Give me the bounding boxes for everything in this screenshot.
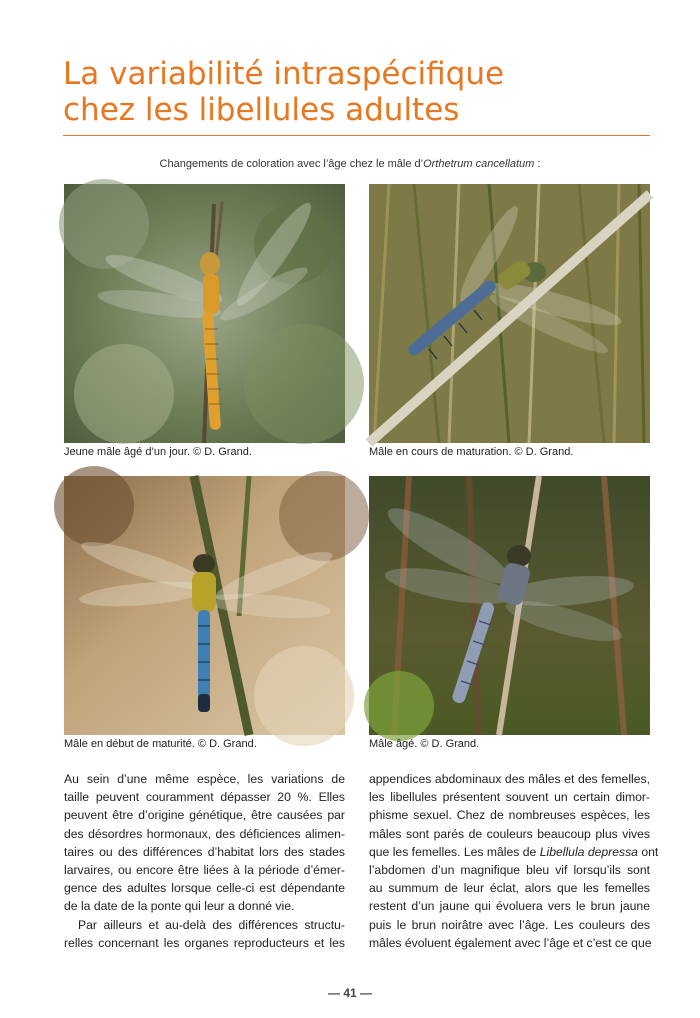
photo-caption-1: Jeune mâle âgé d’un jour. © D. Grand. xyxy=(64,446,252,458)
text-line: mâles évoluent également avec l’âge et c’est ce que xyxy=(369,935,652,950)
photo-young-male xyxy=(64,184,345,443)
photo-old-male xyxy=(369,476,650,735)
text-line: les libellules présentent souvent un certain dimor- xyxy=(369,790,650,805)
text-line: restent d’un jaune qui évoluera vers le brun jaune xyxy=(369,899,650,914)
page-title xyxy=(63,56,504,128)
text-line: peuvent être d’origine génétique, être causées par xyxy=(64,808,345,823)
text-line: taille peuvent couramment dépasser 20 %. Elles xyxy=(64,790,345,805)
text-line: Au sein d’une même espèce, les variations de xyxy=(64,772,345,786)
photo-maturing-male xyxy=(369,184,650,443)
intro-caption: Changements de coloration avec l’âge chez le mâle d’Orthetrum cancellatum : xyxy=(159,158,541,170)
photo-early-mature-male xyxy=(64,476,345,735)
text-line: mâles sont parés de couleurs beaucoup plus vives xyxy=(369,826,650,841)
text-line: larvaires, ou encore être liées à la période d’émer- xyxy=(64,862,345,877)
page-title-line-1: La variabilité intraspécifique xyxy=(63,56,505,92)
text-line: taires ou des différences d’habitat lors des stades xyxy=(64,844,345,859)
text-line: puis le brun noirâtre avec l’âge. Les couleurs des xyxy=(369,917,650,932)
text-line: au summum de leur éclat, alors que les femelles xyxy=(369,881,650,896)
photo-caption-4: Mâle âgé. © D. Grand. xyxy=(369,738,480,750)
photo-caption-2: Mâle en cours de maturation. © D. Grand. xyxy=(369,446,574,458)
text-line: relles concernant les organes reproducteurs et les xyxy=(64,935,345,950)
body-text-right-column xyxy=(369,770,659,952)
text-line: de la date de la ponte qui leur a donné vie. xyxy=(64,899,295,914)
text-line: des désordres hormonaux, des déficiences alimen- xyxy=(64,826,345,841)
title-rule xyxy=(63,135,650,136)
text-line: gence des adultes lorsque celle-ci est dépendante xyxy=(64,881,345,896)
species-name: Orthetrum cancellatum xyxy=(423,158,535,170)
body-text-left-column xyxy=(64,770,345,952)
page-title-line-2: chez les libellules adultes xyxy=(63,92,460,128)
text-line: phisme sexuel. Chez de nombreuses espèces, les xyxy=(369,808,650,823)
text-line: Par ailleurs et au-delà des différences structu- xyxy=(78,917,345,932)
text-line: l’abdomen d’un magnifique bleu vif lorsqu’ils sont xyxy=(369,862,650,877)
text-line: que les femelles. Les mâles de Libellula depressa ont xyxy=(369,844,659,859)
text-line: appendices abdominaux des mâles et des femelles, xyxy=(369,772,650,786)
species-name: Libellula depressa xyxy=(539,844,638,859)
page-number: — 41 — xyxy=(327,986,372,1000)
photo-caption-3: Mâle en début de maturité. © D. Grand. xyxy=(64,738,257,750)
